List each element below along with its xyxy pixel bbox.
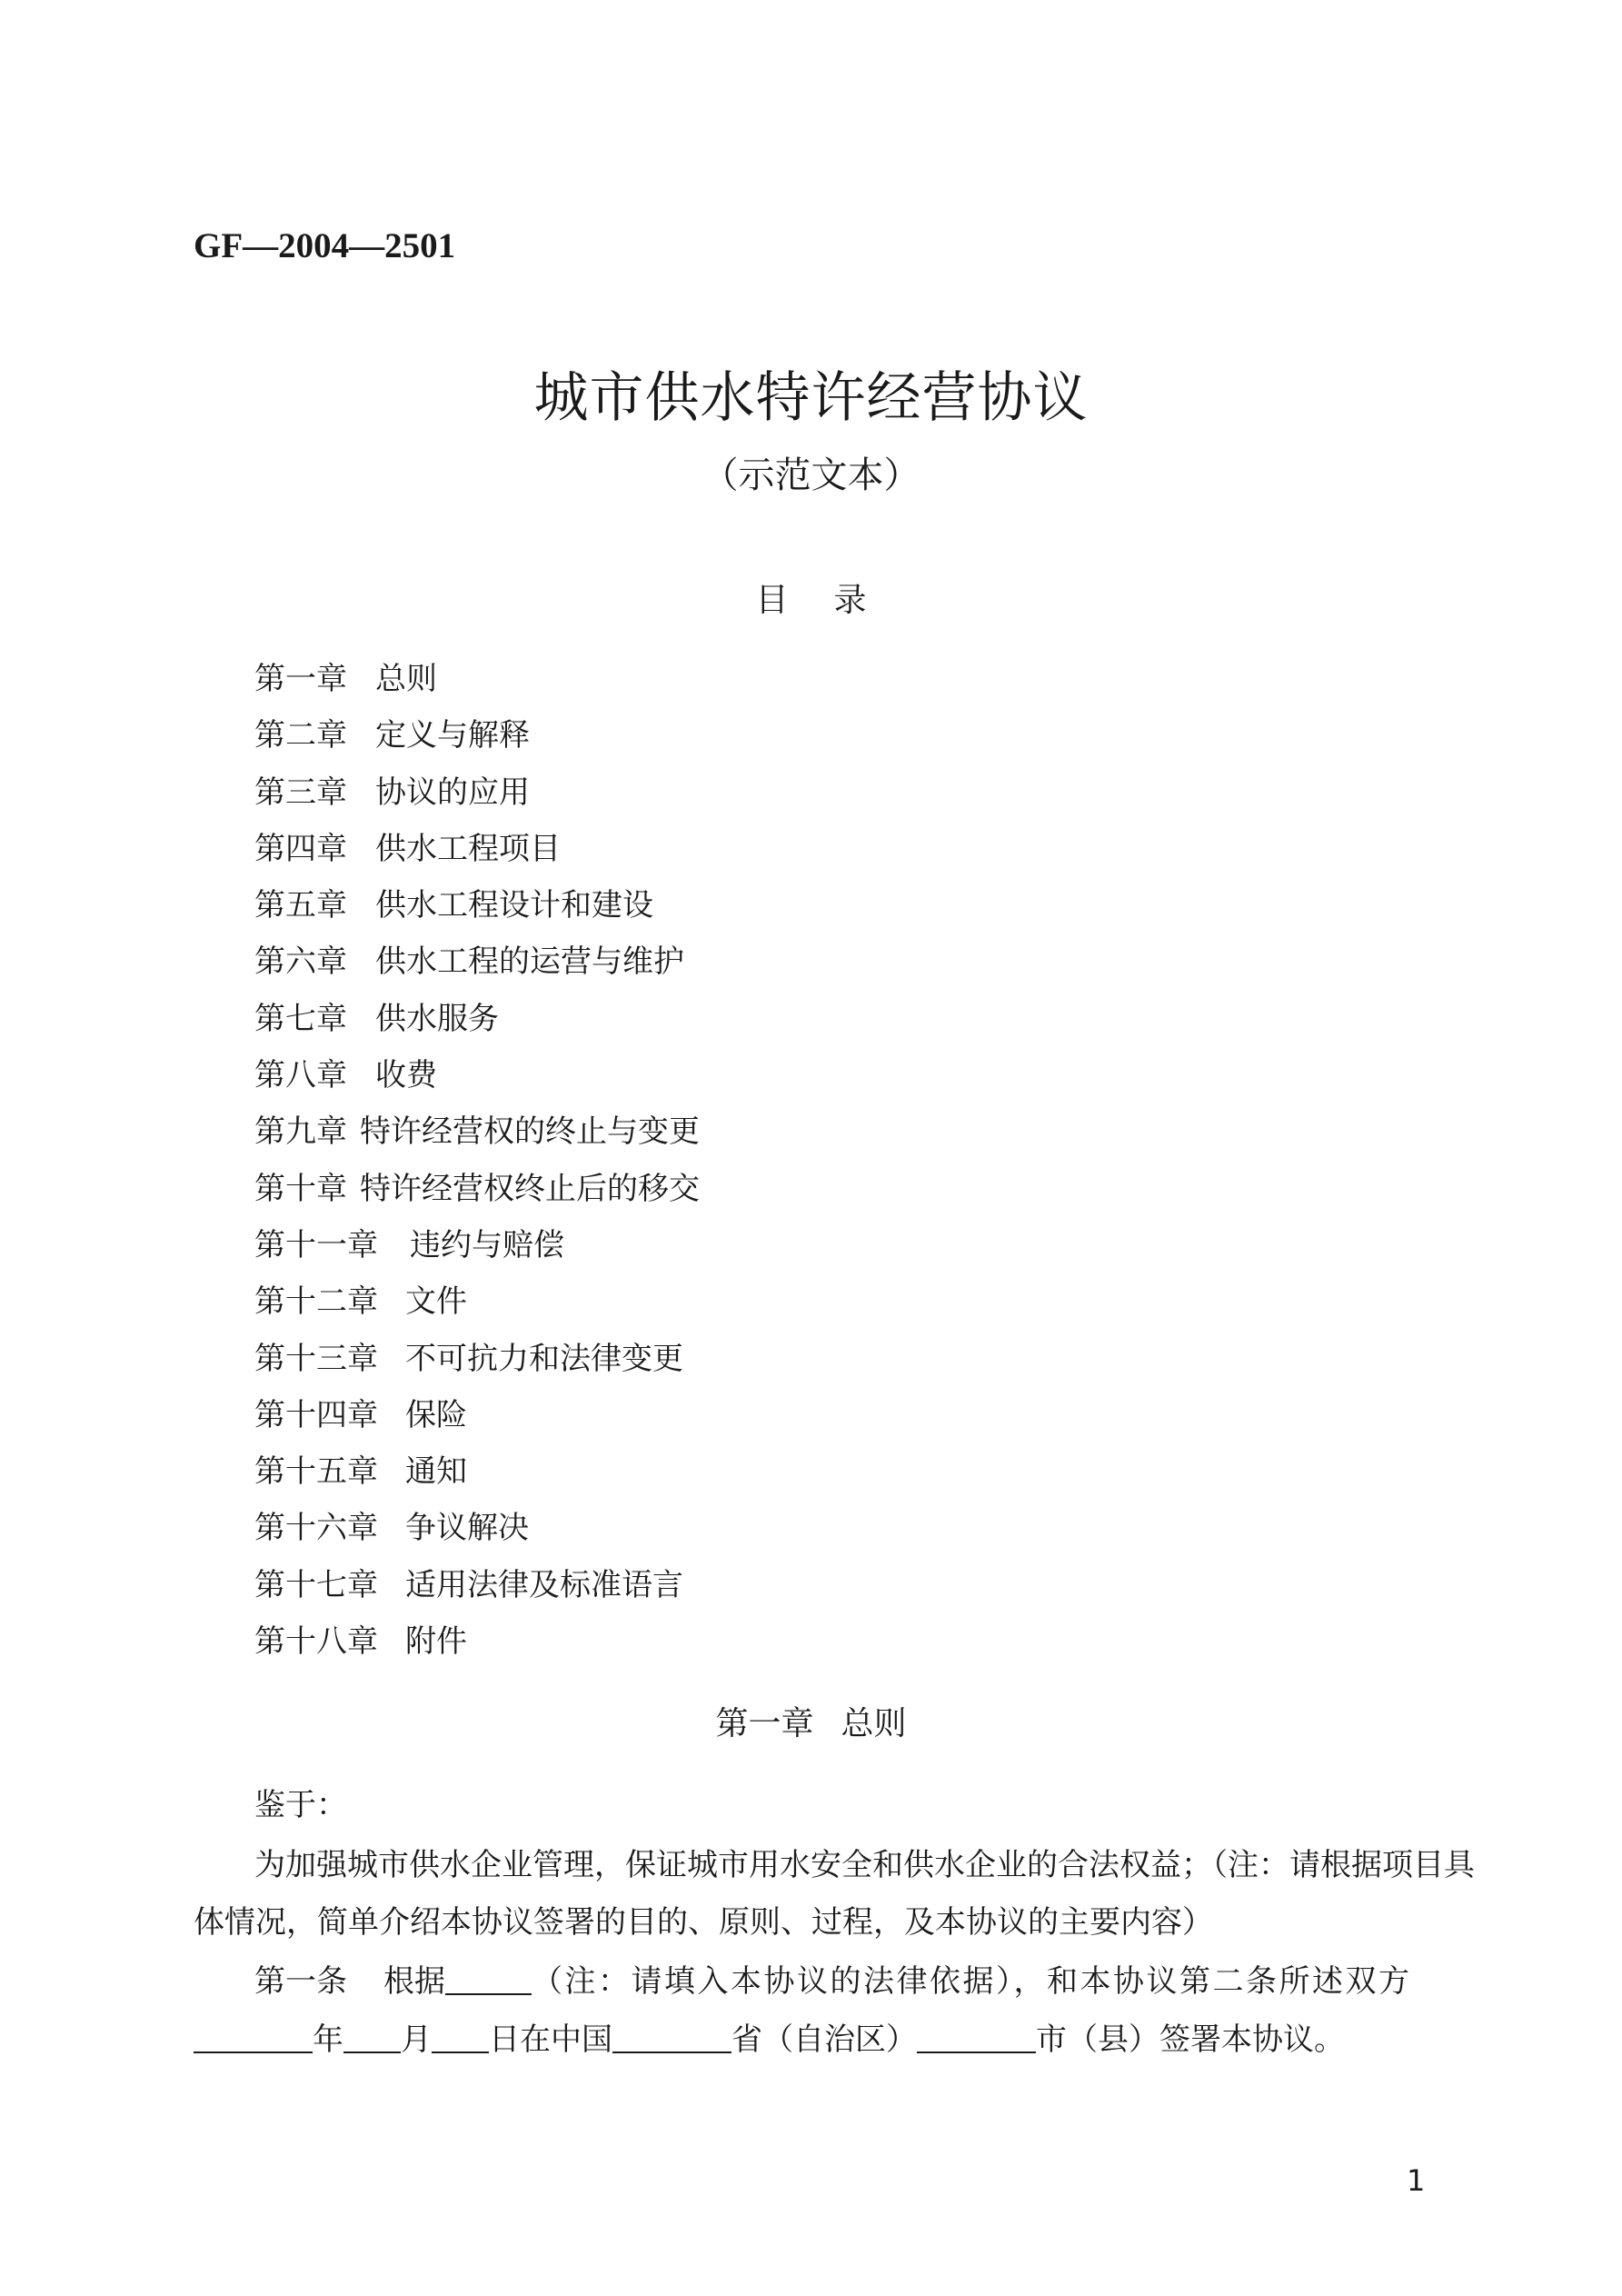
toc-item-title: 通知	[405, 1453, 467, 1491]
toc-item-title: 不可抗力和法律变更	[405, 1340, 683, 1377]
toc-item	[254, 939, 700, 995]
toc-item-number: 第五章	[254, 887, 347, 924]
blank-field[interactable]	[612, 2021, 731, 2053]
toc-item-number: 第十五章	[254, 1453, 378, 1491]
toc-item-number: 第三章	[254, 774, 347, 811]
toc-item-title: 争议解决	[405, 1510, 529, 1547]
article-label: 第一条	[254, 1963, 347, 2000]
toc-item-number: 第十章	[254, 1170, 347, 1207]
toc-item	[254, 713, 700, 769]
toc-item	[254, 1279, 700, 1335]
toc-item-title: 特许经营权终止后的移交	[360, 1170, 700, 1207]
toc-item-number: 第八章	[254, 1057, 347, 1094]
table-of-contents	[254, 656, 700, 1675]
toc-item-title: 定义与解释	[375, 717, 530, 754]
year-label: 年	[313, 2021, 343, 2058]
toc-item	[254, 1336, 700, 1393]
toc-item-number: 第十一章	[254, 1226, 378, 1263]
toc-item	[254, 770, 700, 826]
chapter-heading	[0, 1698, 1622, 1744]
toc-item	[254, 1223, 700, 1279]
toc-item-number: 第十四章	[254, 1396, 378, 1433]
toc-item-number: 第六章	[254, 943, 347, 981]
toc-heading-part1: 目	[755, 582, 789, 619]
toc-item-title: 供水服务	[375, 1000, 499, 1037]
blank-field[interactable]	[194, 2021, 313, 2053]
article-basis: 根据	[383, 1963, 445, 2000]
toc-item-title: 保险	[405, 1396, 467, 1433]
document-subtitle: （示范文本）	[702, 454, 920, 496]
toc-item	[254, 826, 700, 883]
toc-item	[254, 996, 700, 1053]
toc-item	[254, 1109, 700, 1165]
toc-item-title: 收费	[375, 1057, 437, 1094]
paragraph-line: 为加强城市供水企业管理，保证城市用水安全和供水企业的合法权益；（注：请根据项目具	[254, 1847, 1475, 1883]
blank-field[interactable]	[432, 2021, 489, 2053]
article-1-line1	[254, 1956, 1412, 2001]
toc-item-title: 附件	[405, 1623, 467, 1661]
toc-item	[254, 1449, 700, 1505]
toc-item-number: 第九章	[254, 1113, 347, 1151]
toc-item-title: 供水工程设计和建设	[375, 887, 653, 924]
toc-item	[254, 1166, 700, 1223]
toc-item	[254, 656, 700, 713]
day-label: 日在中国	[489, 2021, 612, 2058]
province-label: 省（自治区）	[731, 2021, 917, 2058]
chapter-heading-title: 总则	[841, 1705, 907, 1742]
toc-item-number: 第十二章	[254, 1283, 378, 1321]
toc-item-number: 第十六章	[254, 1510, 378, 1547]
toc-item-number: 第四章	[254, 830, 347, 867]
toc-item-number: 第十七章	[254, 1566, 378, 1603]
toc-item	[254, 1619, 700, 1675]
toc-item-title: 特许经营权的终止与变更	[360, 1113, 700, 1151]
city-label: 市（县）签署本协议。	[1036, 2021, 1345, 2058]
toc-item	[254, 1562, 700, 1619]
blank-field[interactable]	[343, 2021, 401, 2053]
article-1-line2	[194, 2014, 1345, 2059]
toc-item-number: 第七章	[254, 1000, 347, 1037]
page-number: 1	[1407, 2163, 1426, 2198]
toc-item-title: 供水工程项目	[375, 830, 561, 867]
blank-field[interactable]	[445, 1962, 532, 1995]
toc-item-title: 总则	[375, 661, 437, 697]
toc-item	[254, 1393, 700, 1449]
whereas-text: 鉴于：	[254, 1787, 347, 1823]
toc-item	[254, 1053, 700, 1109]
toc-item-number: 第十八章	[254, 1623, 378, 1661]
toc-item-number: 第一章	[254, 661, 347, 697]
toc-item-title: 供水工程的运营与维护	[375, 943, 684, 981]
chapter-heading-number: 第一章	[715, 1705, 814, 1742]
toc-item-number: 第十三章	[254, 1340, 378, 1377]
month-label: 月	[401, 2021, 432, 2058]
document-code: GF—2004—2501	[194, 226, 456, 265]
toc-item	[254, 883, 700, 939]
toc-item-title: 文件	[405, 1283, 467, 1321]
toc-item-title: 协议的应用	[375, 774, 530, 811]
document-title: 城市供水特许经营协议	[533, 366, 1089, 430]
paragraph-line: 体情况，简单介绍本协议签署的目的、原则、过程，及本协议的主要内容）	[194, 1904, 1213, 1941]
toc-heading	[0, 574, 1622, 621]
toc-item-title: 违约与赔偿	[410, 1226, 564, 1263]
article-note: （注：请填入本协议的法律依据），和本协议第二条所述双方	[532, 1963, 1412, 2000]
toc-item-number: 第二章	[254, 717, 347, 754]
toc-item	[254, 1505, 700, 1562]
toc-item-title: 适用法律及标准语言	[405, 1566, 683, 1603]
blank-field[interactable]	[917, 2021, 1036, 2053]
toc-heading-part2: 录	[833, 582, 867, 619]
